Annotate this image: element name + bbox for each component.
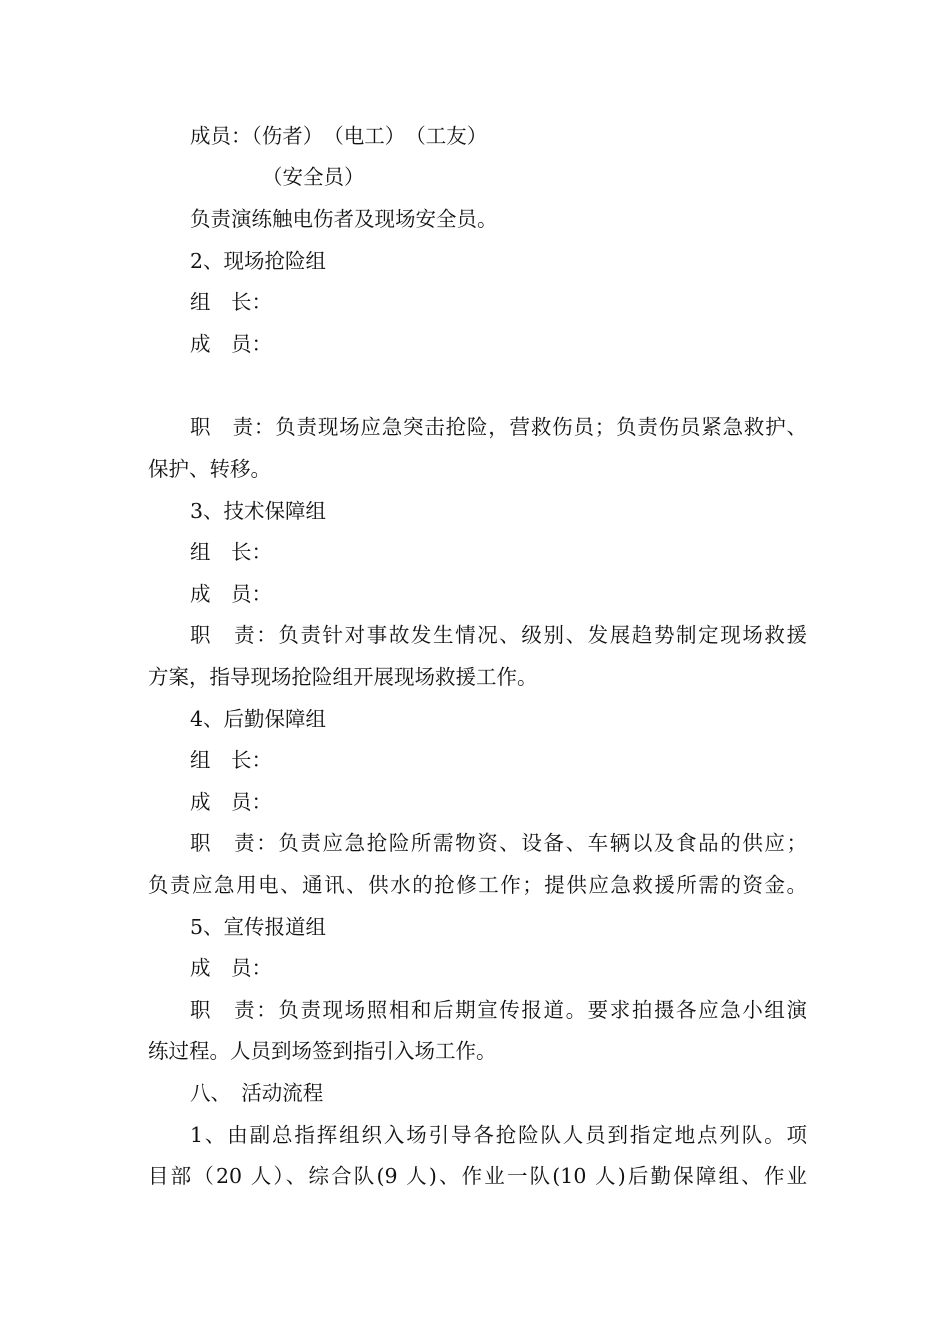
leader-line: 组 长： [190, 748, 272, 772]
members-line: 成 员： [190, 956, 272, 980]
duty-line-cont: 方案，指导现场抢险组开展现场救援工作。 [148, 665, 538, 689]
duty-line: 职 责：负责现场应急突击抢险，营救伤员；负责伤员紧急救护、 [190, 415, 807, 439]
duty-line-cont: 练过程。人员到场签到指引入场工作。 [148, 1039, 497, 1063]
duty-line-cont: 负责应急用电、通讯、供水的抢修工作；提供应急救援所需的资金。 [148, 873, 807, 897]
members-line: 成 员： [190, 332, 272, 356]
members-line: 成 员： [190, 790, 272, 814]
section-heading: 3、技术保障组 [190, 499, 327, 523]
duty-line: 职 责：负责现场照相和后期宣传报道。要求拍摄各应急小组演 [190, 998, 807, 1022]
members-line: 成员：（伤者） （电工） （工友） [190, 124, 488, 148]
duty-line: 职 责：负责针对事故发生情况、级别、发展趋势制定现场救援 [190, 623, 807, 647]
section-heading: 2、现场抢险组 [190, 249, 327, 273]
paragraph-cont: 目部（20 人）、综合队(9 人)、作业一队(10 人)后勤保障组、作业 [148, 1164, 807, 1188]
leader-line: 组 长： [190, 540, 272, 564]
paragraph: 1、由副总指挥组织入场引导各抢险队人员到指定地点列队。项 [190, 1123, 807, 1147]
paragraph: 负责演练触电伤者及现场安全员。 [190, 207, 498, 231]
duty-line: 职 责：负责应急抢险所需物资、设备、车辆以及食品的供应； [190, 831, 807, 855]
leader-line: 组 长： [190, 290, 272, 314]
section-heading: 4、后勤保障组 [190, 707, 327, 731]
members-line-cont: （安全员） [262, 165, 365, 189]
members-line: 成 员： [190, 582, 272, 606]
duty-line-cont: 保护、转移。 [148, 457, 271, 481]
chapter-heading: 八、 活动流程 [190, 1081, 324, 1105]
section-heading: 5、宣传报道组 [190, 915, 327, 939]
